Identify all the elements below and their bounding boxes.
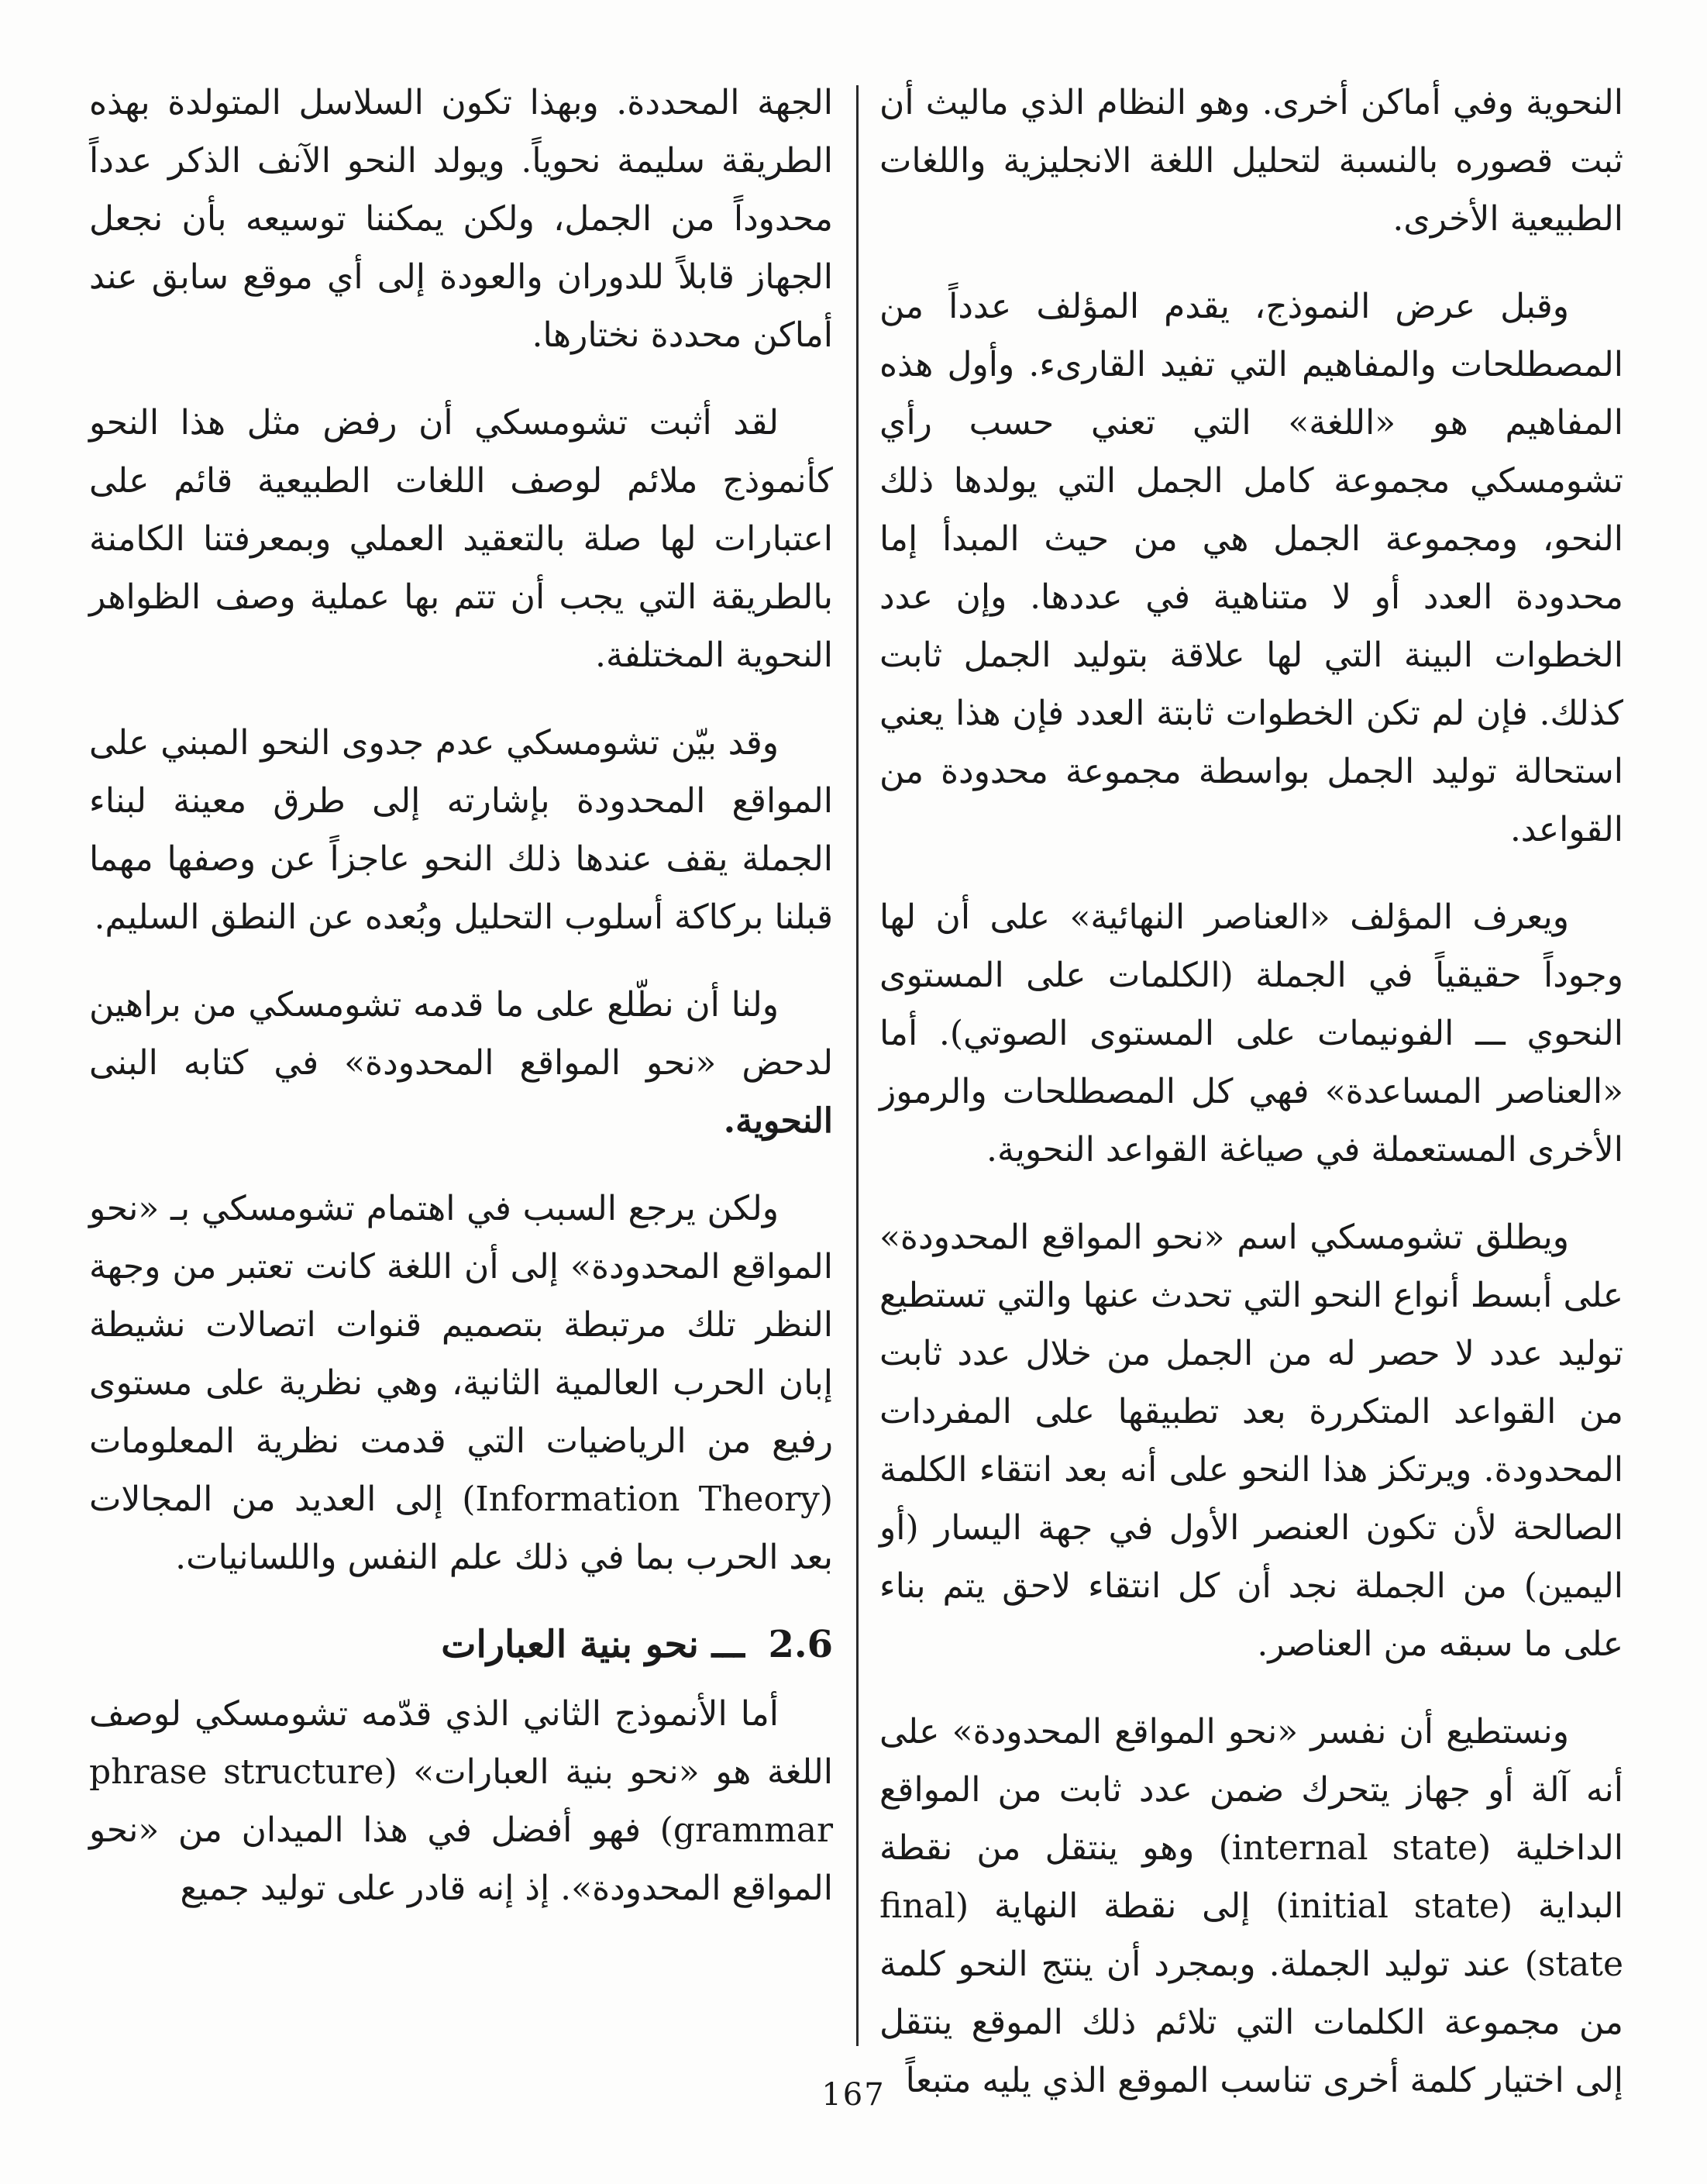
left-paragraph-3: وقد بيّن تشومسكي عدم جدوى النحو المبني على المواقع المحدودة بإشارته إلى طرق معينة لبناء الجملة يقف عندها ذلك النحو عاجزاً عن وصفها مهما قبلنا بركاكة أسلوب التحليل وبُعده عن النطق السليم. (89, 723, 833, 937)
section-paragraph: أما الأنموذج الثاني الذي قدّمه تشومسكي لوصف اللغة هو «نحو بنية العبارات» (phrase structure grammar) فهو أفضل في هذا الميدان من «نحو المواقع المحدودة». إذ إنه قادر على توليد جميع (89, 1694, 834, 1908)
left-paragraph-1: الجهة المحددة. وبهذا تكون السلاسل المتولدة بهذه الطريقة سليمة نحوياً. ويولد النحو الآنف الذكر عدداً محدوداً من الجمل، ولكن يمكننا توسيعه بأن نجعل الجهاز قابلاً للدوران والعودة إلى أي موقع سابق عند أماكن محددة نختارها. (89, 83, 833, 355)
column-divider (856, 85, 859, 2046)
left-paragraph-2: لقد أثبت تشومسكي أن رفض مثل هذا النحو كأنموذج ملائم لوصف اللغات الطبيعية قائم على اعتبارات لها صلة بالتعقيد العملي وبمعرفتنا الكامنة بالطريقة التي يجب أن تتم بها عملية وصف الظواهر النحوية المختلفة. (89, 403, 833, 675)
right-paragraph-2: وقبل عرض النموذج، يقدم المؤلف عدداً من المصطلحات والمفاهيم التي تفيد القارىء. وأول هذه المفاهيم هو «اللغة» التي تعني حسب رأي تشومسكي مجموعة كامل الجمل التي يولدها ذلك النحو، ومجموعة الجمل هي من حيث المبدأ إما محدودة العدد أو لا متناهية في عددها. وإن عدد الخطوات البينة التي لها علاقة بتوليد الجمل ثابت كذلك. فإن لم تكن الخطوات ثابتة العدد فإن هذا يعني استحالة توليد الجمل بواسطة مجموعة محدودة من القواعد. (879, 287, 1623, 849)
section-title: نحو بنية العبارات (441, 1623, 699, 1666)
left-paragraph-4 (89, 976, 833, 1150)
page-number: 167 (821, 2077, 886, 2113)
left-paragraph-5: ولكن يرجع السبب في اهتمام تشومسكي بـ «نحو المواقع المحدودة» إلى أن اللغة كانت تعتبر من وجهة النظر تلك مرتبطة بتصميم قنوات اتصالات نشيطة إبان الحرب العالمية الثانية، وهي نظرية على مستوى رفيع من الرياضيات التي قدمت نظرية المعلومات (Information Theory) إلى العديد من المجالات بعد الحرب بما في ذلك علم النفس واللسانيات. (89, 1189, 834, 1577)
left-column (89, 74, 833, 1947)
right-column (879, 74, 1623, 2139)
section-heading (89, 1616, 833, 1674)
left-paragraph-4-text: ولنا أن نطّلع على ما قدمه تشومسكي من براهين لدحض «نحو المواقع المحدودة» في كتابه البنى (89, 985, 833, 1083)
right-paragraph-4: ويطلق تشومسكي اسم «نحو المواقع المحدودة» على أبسط أنواع النحو التي تحدث عنها والتي تستطيع توليد عدد لا حصر له من الجمل من خلال عدد ثابت من القواعد المتكررة بعد تطبيقها على المفردات المحدودة. ويرتكز هذا النحو على أنه بعد انتقاء الكلمة الصالحة لأن تكون العنصر الأول في جهة اليسار (أو اليمين) من الجملة نجد أن كل انتقاء لاحق يتم بناء على ما سبقه من العناصر. (879, 1218, 1623, 1664)
right-paragraph-5: ونستطيع أن نفسر «نحو المواقع المحدودة» على أنه آلة أو جهاز يتحرك ضمن عدد ثابت من المواقع الداخلية (internal state) وهو ينتقل من نقطة البداية (initial state) إلى نقطة النهاية (final state) عند توليد الجملة. وبمجرد أن ينتج النحو كلمة من مجموعة الكلمات التي تلائم ذلك الموقع ينتقل إلى اختيار كلمة أخرى تناسب الموقع الذي يليه متبعاً (879, 1712, 1623, 2100)
section-number: 2.6 (768, 1623, 833, 1666)
right-paragraph-3: ويعرف المؤلف «العناصر النهائية» على أن لها وجوداً حقيقياً في الجملة (الكلمات على المستوى النحوي ـــ الفونيمات على المستوى الصوتي). أما «العناصر المساعدة» فهي كل المصطلحات والرموز الأخرى المستعملة في صياغة القواعد النحوية. (879, 897, 1624, 1170)
left-paragraph-4-bold: النحوية. (723, 1101, 833, 1141)
right-paragraph-1: النحوية وفي أماكن أخرى. وهو النظام الذي ماليث أن ثبت قصوره بالنسبة لتحليل اللغة الانجليزية واللغات الطبيعية الأخرى. (879, 83, 1623, 239)
section-dash: ـــ (711, 1623, 745, 1666)
